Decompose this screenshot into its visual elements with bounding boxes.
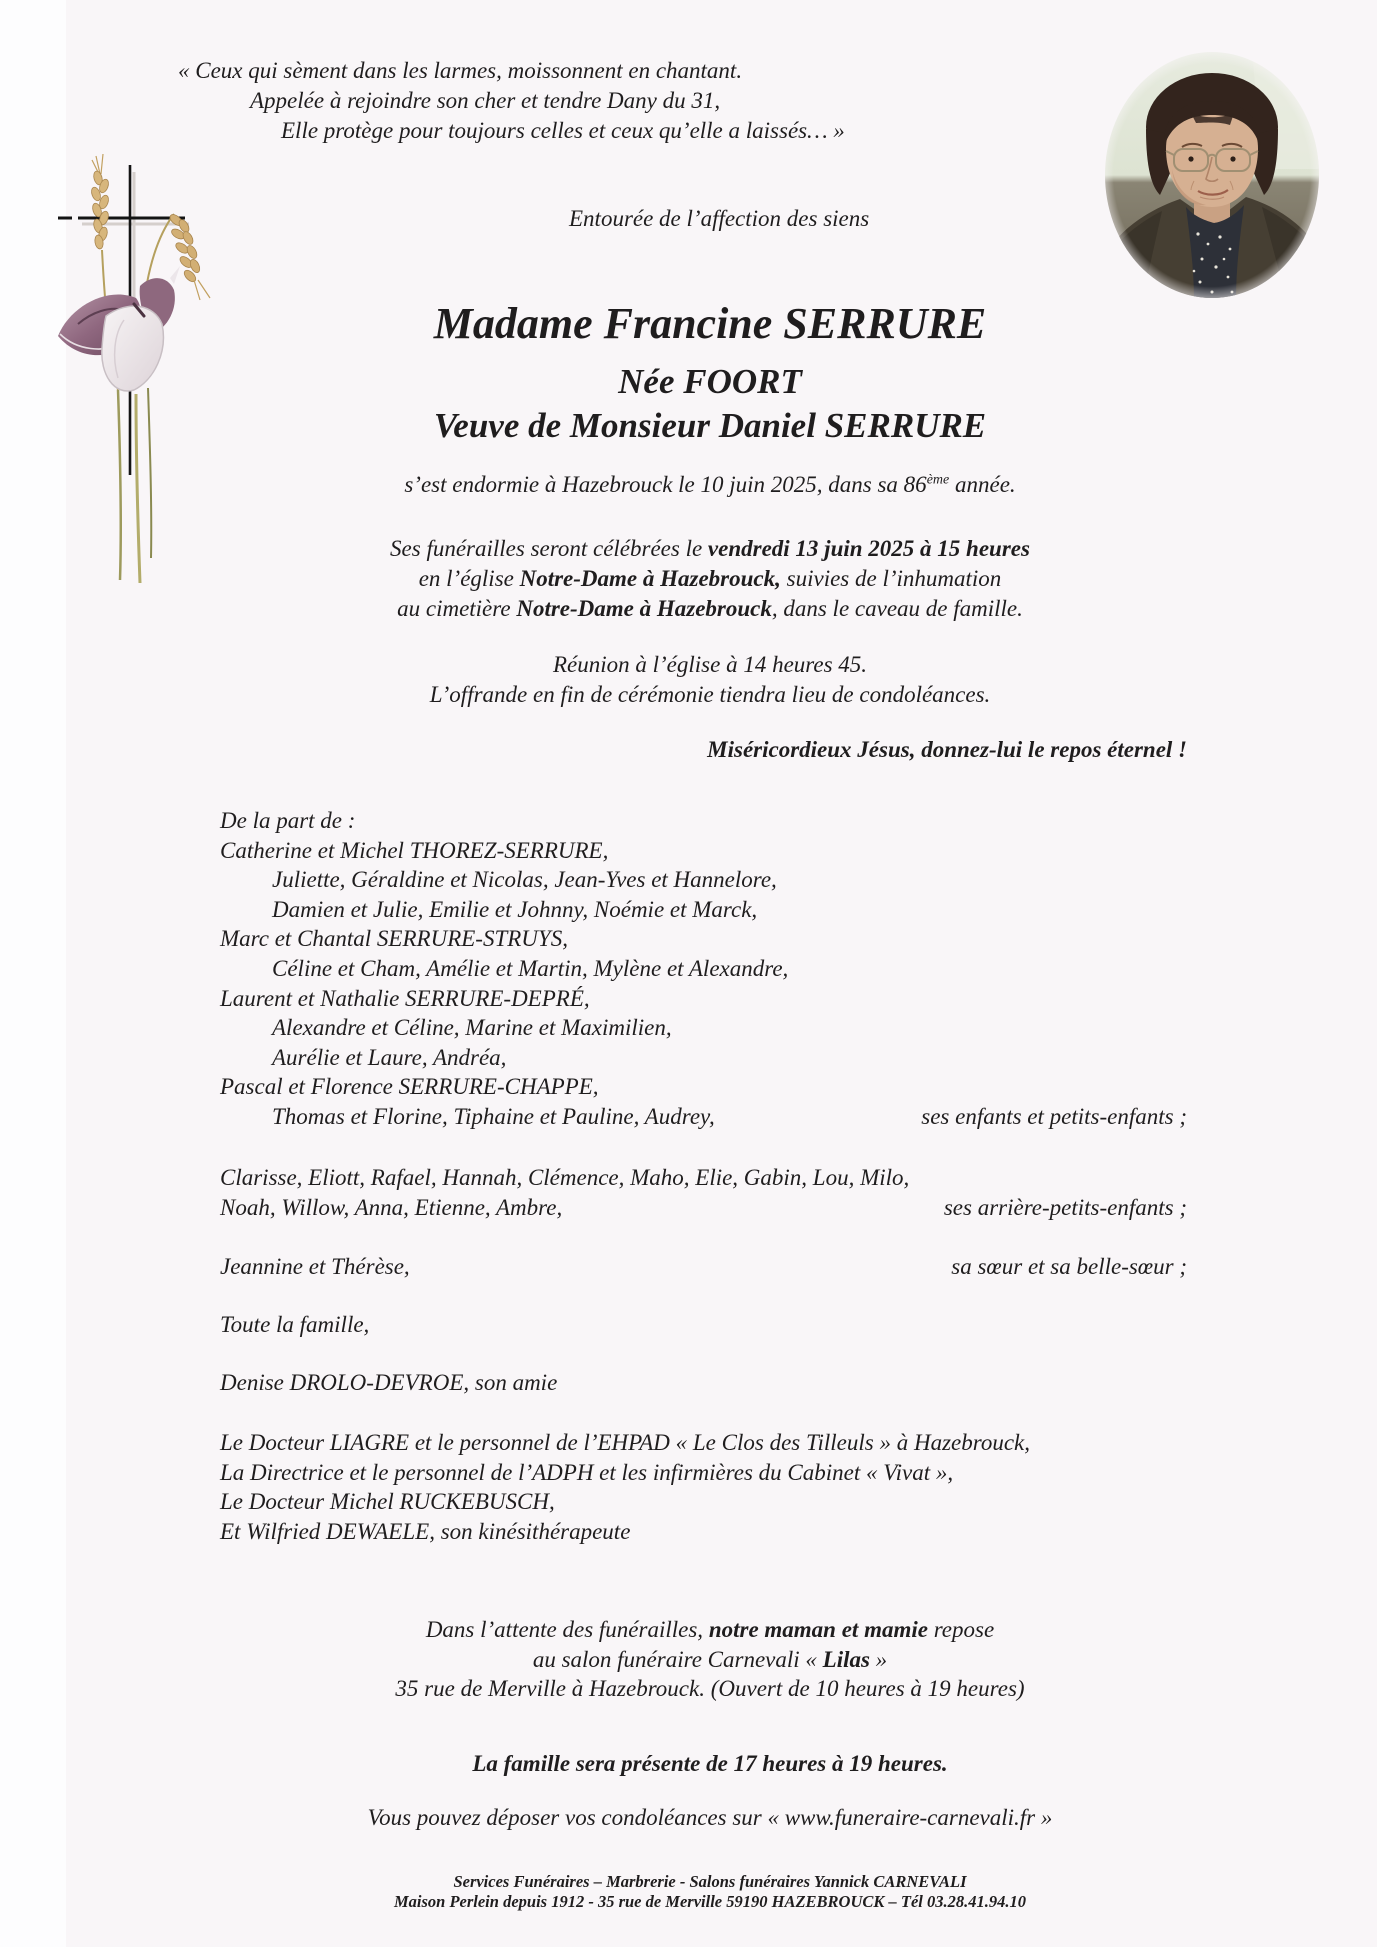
repose-line-2: [220, 1645, 1200, 1675]
relationship-label-great-grandchildren: ses arrière-petits-enfants ;: [943, 1195, 1187, 1220]
footer-line-2: Maison Perlein depuis 1912 - 35 rue de Merville 59190 HAZEBROUCK – Tél 03.28.41.94.10: [393, 1891, 1027, 1911]
funeral-line-2-bold: Notre-Dame à Hazebrouck,: [519, 566, 781, 591]
caregiver-line: Le Docteur LIAGRE et le personnel de l’EHPAD « Le Clos des Tilleuls » à Hazebrouck,: [220, 1430, 1031, 1455]
family-line: Marc et Chantal SERRURE-STRUYS,: [220, 926, 568, 952]
caregiver-line: Le Docteur Michel RUCKEBUSCH,: [220, 1489, 555, 1515]
family-line: Catherine et Michel THOREZ-SERRURE,: [220, 837, 609, 863]
quote-line-1: « Ceux qui sèment dans les larmes, moissonnent en chantant.: [178, 58, 743, 83]
funeral-line-3-post: , dans le caveau de famille.: [771, 596, 1023, 621]
funeral-line-3-bold: Notre-Dame à Hazebrouck: [516, 596, 772, 621]
relationship-label-sisters: sa sœur et sa belle-sœur ;: [951, 1254, 1187, 1279]
repose-line-2-pre: au salon funéraire Carnevali «: [532, 1646, 823, 1672]
prayer-line: Miséricordieux Jésus, donnez-lui le repos éternel !: [707, 737, 1187, 762]
family-list: [220, 806, 1187, 1132]
intro-line: Entourée de l’affection des siens: [569, 206, 870, 231]
wheat-ear-left: [90, 154, 110, 250]
cross-illustration: [48, 128, 233, 590]
caregivers-list: [220, 1428, 1030, 1546]
caregiver-line: Et Wilfried DEWAELE, son kinésithérapeute: [220, 1518, 631, 1544]
family-line: Céline et Cham, Amélie et Martin, Mylène et Alexandre,: [272, 955, 789, 981]
deceased-name: Madame Francine SERRURE: [433, 299, 987, 348]
ceremony-details: [220, 650, 1200, 710]
portrait-oval-fade: [1092, 39, 1332, 311]
calla-lilies: [58, 266, 180, 391]
cross-and-lilies-art: [48, 128, 233, 590]
family-presence-line: La famille sera présente de 17 heures à 19 heures.: [472, 1751, 948, 1776]
repose-line-2-bold: Lilas: [822, 1646, 870, 1672]
funeral-line-3: [220, 594, 1200, 624]
repose-details: [220, 1615, 1200, 1704]
friend-line: Denise DROLO-DEVROE, son amie: [220, 1370, 558, 1395]
sisters-line: [220, 1252, 1187, 1282]
family-line: Aurélie et Laure, Andréa,: [272, 1044, 507, 1070]
family-heading: De la part de :: [220, 808, 356, 833]
epigraph-quote: [178, 56, 845, 146]
family-line: Damien et Julie, Emilie et Johnny, Noémie et Marck,: [272, 896, 758, 922]
death-line-post: année.: [949, 472, 1016, 497]
great-grandchildren-names: Noah, Willow, Anna, Etienne, Ambre,: [220, 1195, 563, 1220]
family-line: Alexandre et Céline, Marine et Maximilien,: [272, 1015, 672, 1041]
death-line-superscript: ème: [926, 472, 950, 488]
portrait-photo: [1102, 49, 1322, 301]
funeral-line-1-pre: Ses funérailles seront célébrées le: [390, 536, 708, 561]
great-grandchildren-list: [220, 1163, 1187, 1223]
whole-family-line: Toute la famille,: [220, 1312, 370, 1337]
relationship-label-children: ses enfants et petits-enfants ;: [921, 1103, 1187, 1129]
sisters-names: Jeannine et Thérèse,: [220, 1254, 410, 1279]
death-line-pre: s’est endormie à Hazebrouck le 10 juin 2025, dans sa 86: [404, 472, 927, 497]
condolences-line: Vous pouvez déposer vos condoléances sur « www.funeraire-carnevali.fr »: [367, 1805, 1053, 1830]
deceased-maiden-name: Née FOORT: [618, 362, 802, 401]
family-line: Pascal et Florence SERRURE-CHAPPE,: [220, 1074, 599, 1100]
repose-line-1-pre: Dans l’attente des funérailles,: [425, 1617, 709, 1642]
funeral-line-3-pre: au cimetière: [397, 596, 517, 621]
great-grandchildren-line-2: [220, 1193, 1187, 1223]
wheat-ear-right: [168, 212, 210, 300]
caregiver-line: La Directrice et le personnel de l’ADPH et les infirmières du Cabinet « Vivat »,: [220, 1459, 954, 1485]
ceremony-line-1: Réunion à l’église à 14 heures 45.: [552, 652, 868, 677]
funeral-line-2-pre: en l’église: [418, 566, 520, 591]
family-line: Thomas et Florine, Tiphaine et Pauline, Audrey,: [272, 1103, 715, 1129]
family-line: Juliette, Géraldine et Nicolas, Jean-Yves et Hannelore,: [272, 867, 777, 893]
death-line: [220, 472, 1200, 498]
funeral-line-2-post: suivies de l’inhumation: [780, 566, 1002, 591]
funeral-details: [220, 534, 1200, 624]
repose-line-1-bold: notre maman et mamie: [708, 1617, 928, 1642]
repose-line-1: [220, 1615, 1200, 1645]
funeral-line-2: [220, 564, 1200, 594]
family-line: Laurent et Nathalie SERRURE-DEPRÉ,: [220, 985, 590, 1011]
repose-line-1-post: repose: [927, 1617, 995, 1642]
quote-line-3: Elle protège pour toujours celles et ceux qu’elle a laissés… »: [281, 118, 845, 143]
footer-line-1: Services Funéraires – Marbrerie - Salons funéraires Yannick CARNEVALI: [453, 1872, 967, 1891]
funeral-line-1: [220, 534, 1200, 564]
family-line-with-label: [220, 1102, 1187, 1132]
funeral-line-1-bold: vendredi 13 juin 2025 à 15 heures: [707, 536, 1030, 561]
flower-stems: [102, 214, 174, 583]
repose-line-2-post: »: [869, 1646, 888, 1672]
great-grandchildren-line-1: Clarisse, Eliott, Rafael, Hannah, Clémence, Maho, Elie, Gabin, Lou, Milo,: [220, 1165, 910, 1190]
ceremony-line-2: L’offrande en fin de cérémonie tiendra lieu de condoléances.: [429, 682, 991, 707]
deceased-widow-line: Veuve de Monsieur Daniel SERRURE: [433, 406, 987, 445]
repose-line-3: 35 rue de Merville à Hazebrouck. (Ouvert de 10 heures à 19 heures): [395, 1676, 1025, 1701]
funeral-home-footer: [220, 1872, 1200, 1911]
quote-line-2: Appelée à rejoindre son cher et tendre Dany du 31,: [250, 88, 721, 113]
